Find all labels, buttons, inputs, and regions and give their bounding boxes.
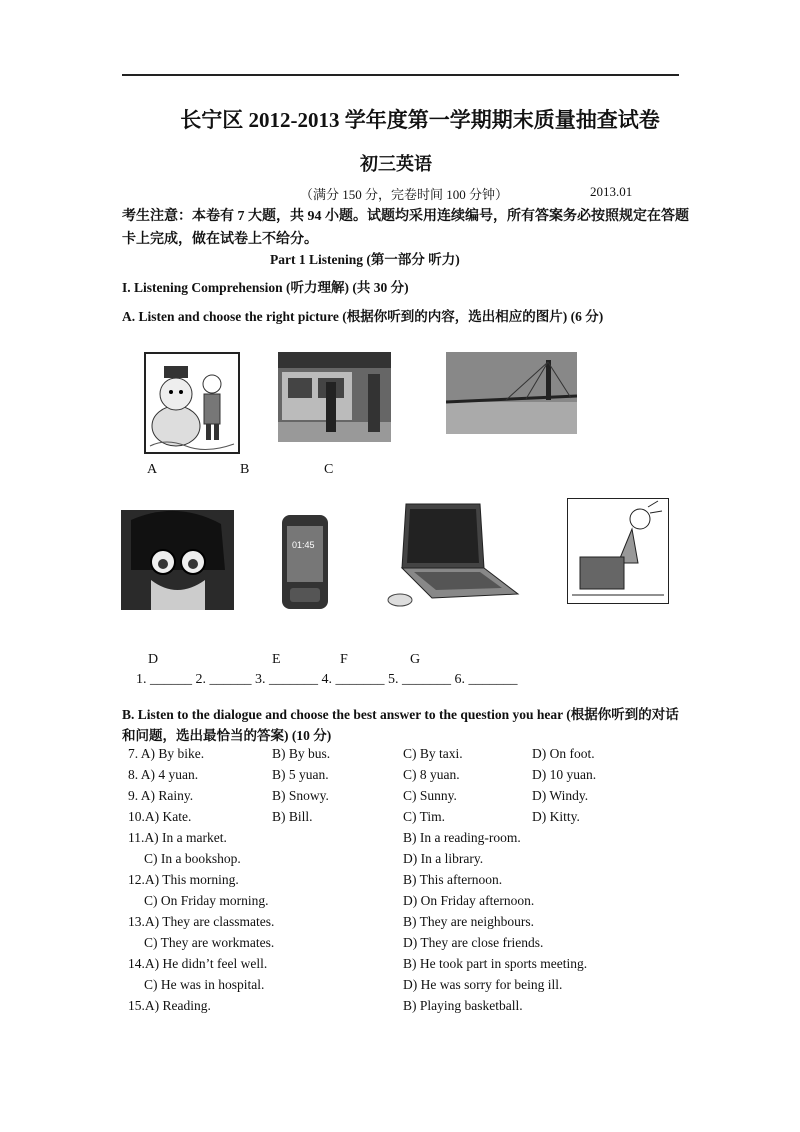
q8-option-c: C) 8 yuan.: [403, 767, 460, 782]
picture-letter-g: G: [410, 652, 421, 667]
q13-option-c: C) They are workmates.: [144, 935, 275, 950]
picture-letter-c: C: [324, 462, 334, 477]
svg-text:01:45: 01:45: [292, 540, 315, 550]
q14-option-b: B) He took part in sports meeting.: [403, 956, 588, 971]
answer-blanks: 1. ______ 2. ______ 3. _______ 4. _______ 5. _______ 6. _______: [136, 672, 518, 687]
exam-date: 2013.01: [590, 184, 633, 199]
q9-option-c: C) Sunny.: [403, 788, 457, 803]
laptop-picture: [384, 500, 520, 612]
q9-option-a: 9. A) Rainy.: [128, 788, 194, 803]
exam-subtitle: 初三英语: [360, 154, 432, 174]
score-info: （满分 150 分，完卷时间 100 分钟）: [300, 187, 509, 202]
picture-letter-f: F: [340, 652, 348, 667]
q7-option-d: D) On foot.: [532, 746, 595, 761]
section-b-heading: B. Listen to the dialogue and choose the best answer to the question you hear (根据你听到的对话和问题，选出最恰当的答案) (10 分): [122, 707, 679, 743]
mobile-phone-picture: [280, 514, 330, 610]
q13-option-a: 13.A) They are classmates.: [128, 914, 275, 929]
q9-option-d: D) Windy.: [532, 788, 589, 803]
picture-letter-a: A: [147, 462, 158, 477]
picture-letter-e: E: [272, 652, 281, 667]
q11-option-b: B) In a reading-room.: [403, 830, 521, 845]
q9-option-b: B) Snowy.: [272, 788, 329, 803]
q14-option-d: D) He was sorry for being ill.: [403, 977, 563, 992]
q12-option-b: B) This afternoon.: [403, 872, 503, 887]
q13-option-d: D) They are close friends.: [403, 935, 544, 950]
q8-option-b: B) 5 yuan.: [272, 767, 329, 782]
q12-option-d: D) On Friday afternoon.: [403, 893, 535, 908]
q15-option-b: B) Playing basketball.: [403, 998, 523, 1013]
q13-option-b: B) They are neighbours.: [403, 914, 534, 929]
q7-option-c: C) By taxi.: [403, 746, 463, 761]
q8-option-d: D) 10 yuan.: [532, 767, 597, 782]
q10-option-a: 10.A) Kate.: [128, 809, 192, 824]
q12-option-a: 12.A) This morning.: [128, 872, 239, 887]
q8-option-a: 8. A) 4 yuan.: [128, 767, 199, 782]
exam-notice: 考生注意：本卷有 7 大题，共 94 小题。试题均采用连续编号，所有答案务必按照规定在答题卡上完成，做在试卷上不给分。: [122, 209, 689, 247]
q11-option-d: D) In a library.: [403, 851, 484, 866]
section-heading: I. Listening Comprehension (听力理解) (共 30 分): [122, 280, 409, 295]
q11-option-c: C) In a bookshop.: [144, 851, 241, 866]
q10-option-c: C) Tim.: [403, 809, 446, 824]
picture-letter-b: B: [240, 462, 250, 477]
part-heading: Part 1 Listening (第一部分 听力): [270, 252, 460, 267]
bridge-picture: [446, 352, 577, 434]
traveler-luggage-picture: [567, 498, 669, 604]
cartoon-boy-picture: [121, 510, 234, 610]
snowman-picture: [144, 352, 240, 454]
q15-option-a: 15.A) Reading.: [128, 998, 211, 1013]
q14-option-a: 14.A) He didn’t feel well.: [128, 956, 268, 971]
exam-title: 长宁区 2012-2013 学年度第一学期期末质量抽查试卷: [180, 108, 660, 132]
q14-option-c: C) He was in hospital.: [144, 977, 265, 992]
q10-option-d: D) Kitty.: [532, 809, 580, 824]
q11-option-a: 11.A) In a market.: [128, 830, 227, 845]
metro-train-picture: [278, 352, 391, 442]
q7-option-a: 7. A) By bike.: [128, 746, 205, 761]
q12-option-c: C) On Friday morning.: [144, 893, 269, 908]
q7-option-b: B) By bus.: [272, 746, 331, 761]
q10-option-b: B) Bill.: [272, 809, 313, 824]
picture-letter-d: D: [148, 652, 159, 667]
section-a-heading: A. Listen and choose the right picture (根据你听到的内容，选出相应的图片) (6 分): [122, 309, 604, 324]
top-rule: [122, 74, 679, 76]
